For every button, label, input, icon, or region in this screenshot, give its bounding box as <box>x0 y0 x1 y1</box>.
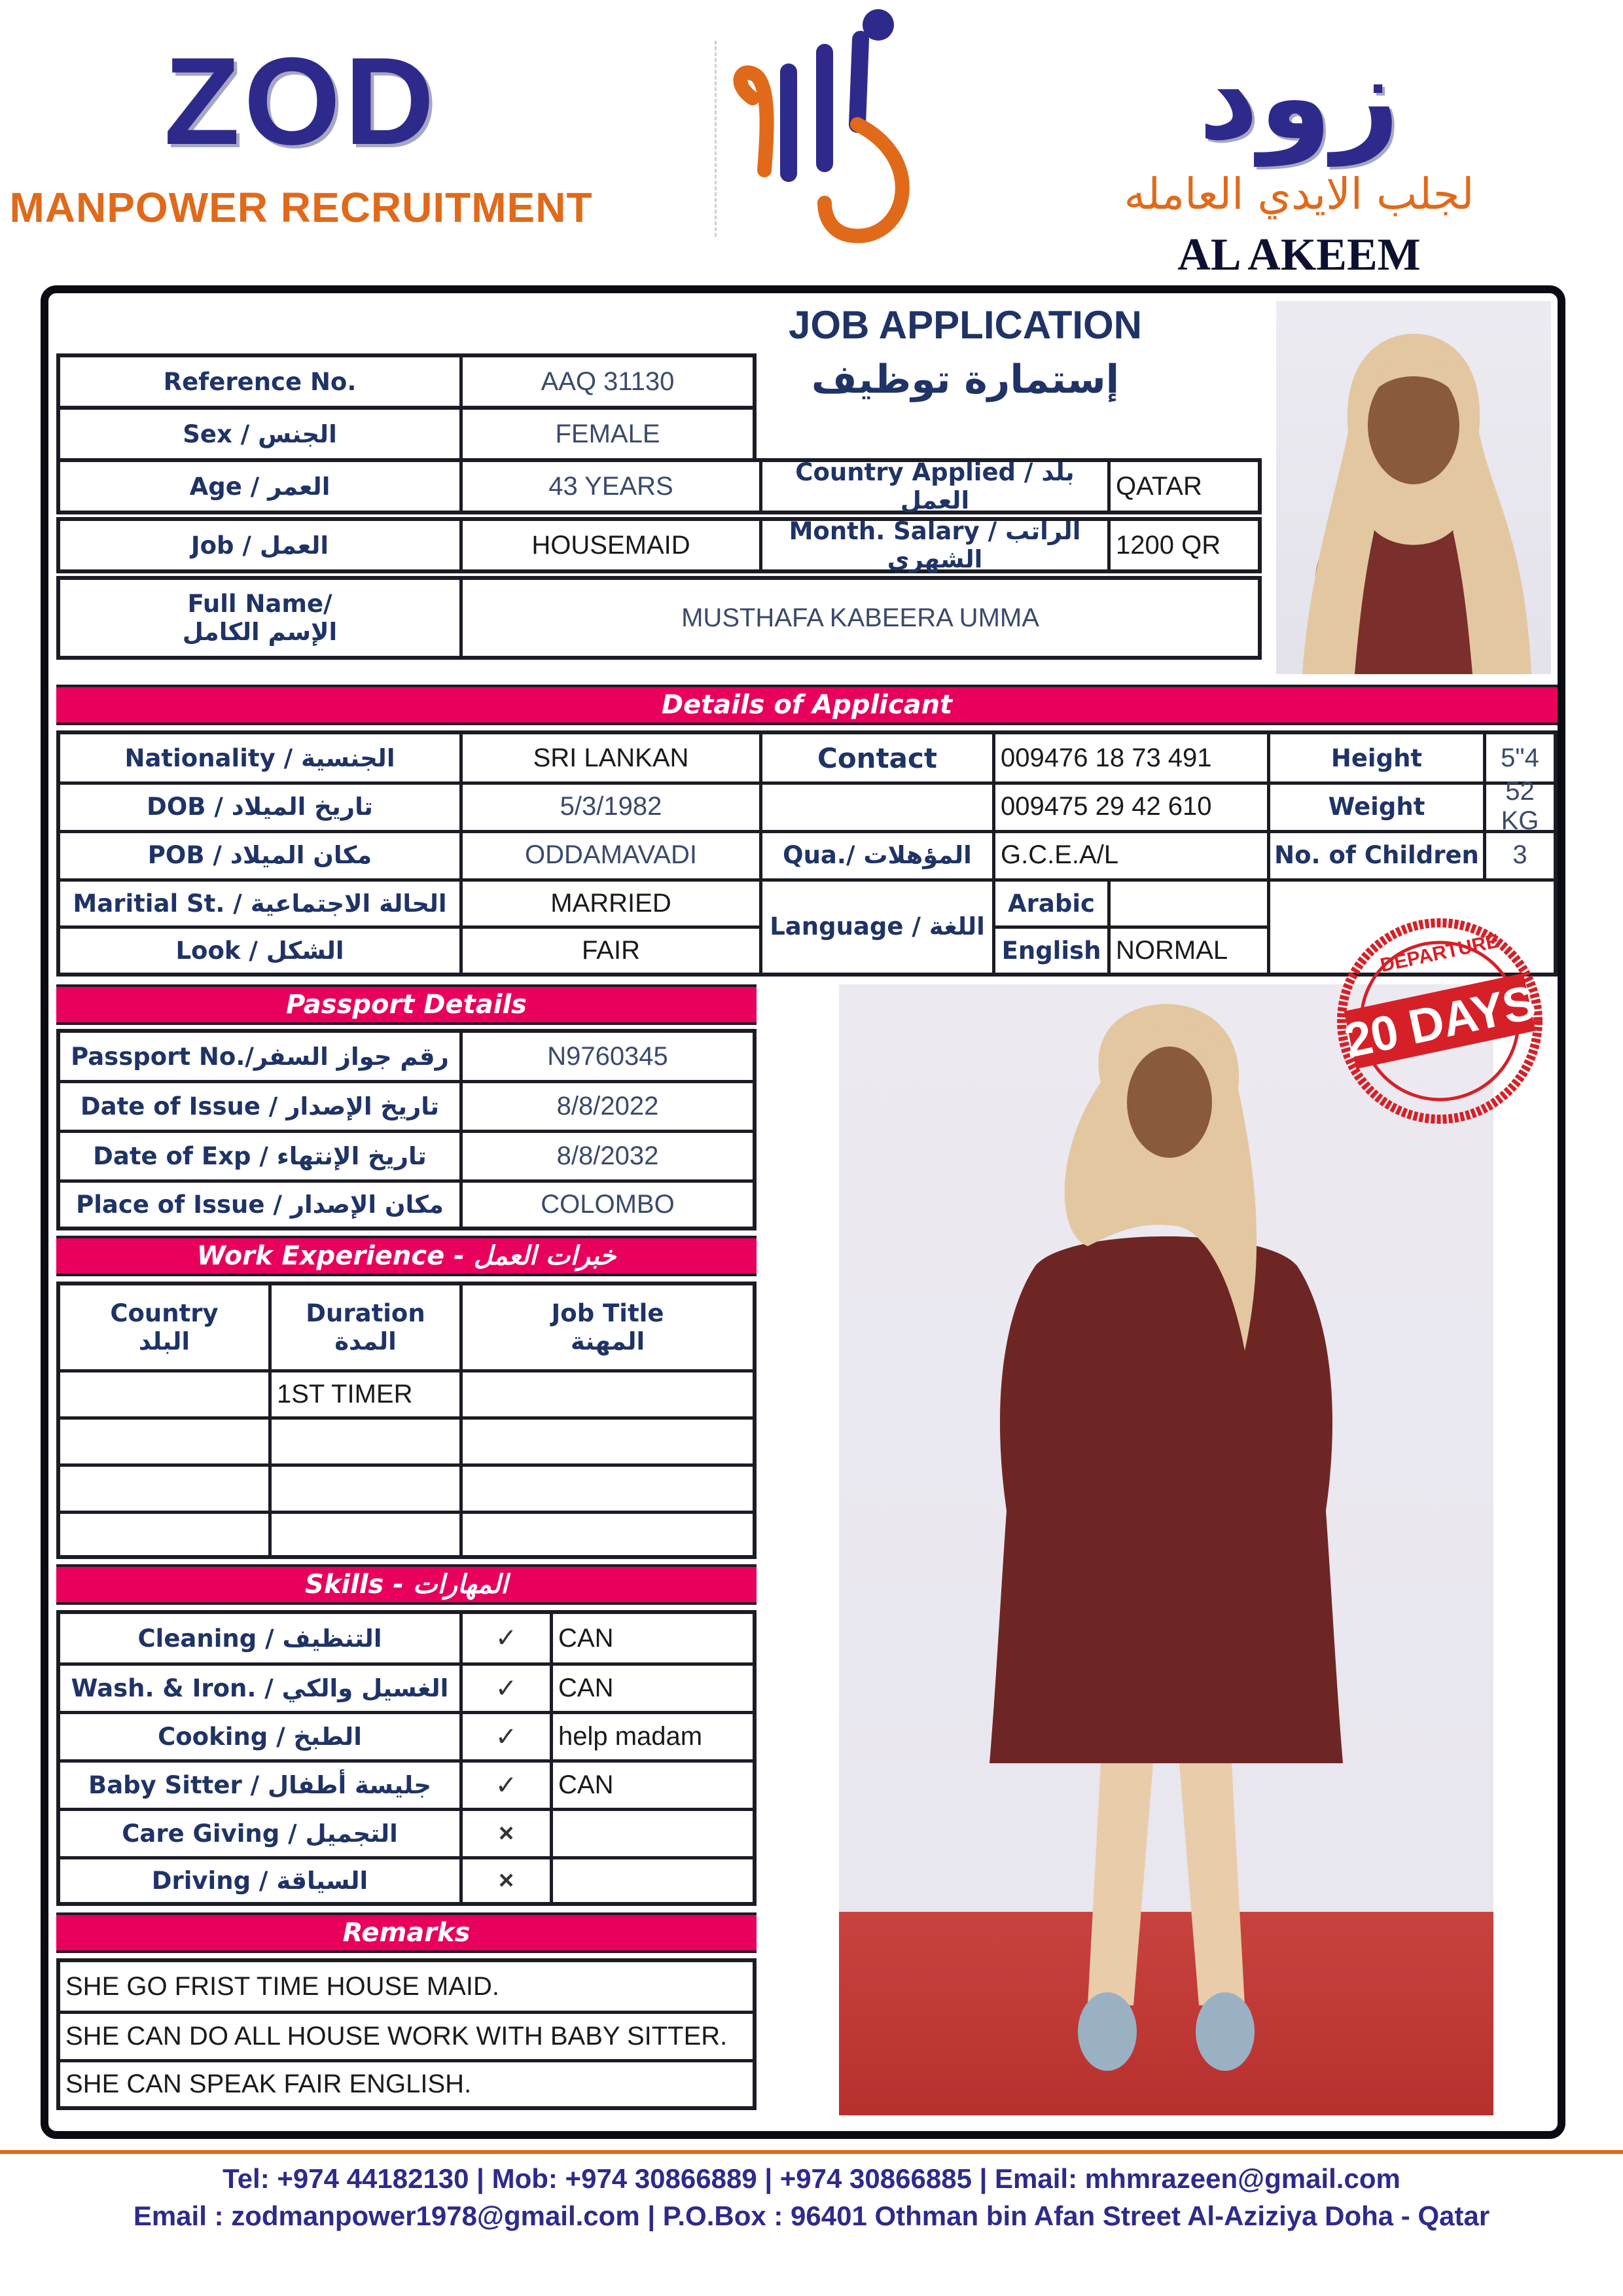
remark-line: SHE CAN SPEAK FAIR ENGLISH. <box>60 2059 753 2106</box>
brand-block-ar <box>1027 29 1571 219</box>
expiry-date-value: 8/8/2032 <box>459 1130 753 1179</box>
pob-label: POB / مكان الميلاد <box>147 840 372 869</box>
reference-label: Reference No. <box>163 367 357 396</box>
children-value: 3 <box>1483 831 1554 878</box>
header-divider <box>715 41 717 237</box>
col-job-header <box>459 1285 753 1369</box>
footer-address-line: Email : zodmanpower1978@gmail.com | P.O.Box : 96401 Othman bin Afan Street Al-Aziziya Doha - Qatar <box>133 2200 1490 2231</box>
look-value: FAIR <box>459 928 759 973</box>
table-row-country <box>60 1511 268 1555</box>
contact-number-2: 009475 29 42 610 <box>992 783 1267 830</box>
details-heading: Details of Applicant <box>56 685 1558 725</box>
table-row-duration <box>268 1463 459 1511</box>
table-row-duration <box>268 1416 459 1463</box>
table-row-job <box>459 1369 753 1416</box>
applicant-portrait <box>1276 301 1551 674</box>
skill-label: Cleaning / التنظيف <box>137 1624 382 1653</box>
remarks-heading: Remarks <box>56 1912 757 1953</box>
table-row-country <box>60 1463 268 1511</box>
skill-note: help madam <box>550 1711 753 1759</box>
col-job-ar: المهنة <box>570 1327 645 1355</box>
col-country-ar: البلد <box>138 1327 190 1355</box>
weight-label: Weight <box>1267 783 1483 830</box>
table-row-duration <box>268 1511 459 1555</box>
brand-tagline: MANPOWER RECRUITMENT <box>9 184 593 231</box>
dob-value: 5/3/1982 <box>459 783 759 830</box>
brand-sub-name: AL AKEEM <box>1177 230 1421 280</box>
skills-table <box>56 1610 757 1906</box>
height-value: 5"4 <box>1483 734 1554 781</box>
table-row-country <box>60 1369 268 1416</box>
work-experience-table <box>56 1282 757 1559</box>
cross-icon: × <box>459 1856 550 1902</box>
col-job-en: Job Title <box>551 1299 664 1327</box>
expiry-date-label: Date of Exp / تاريخ الإنتهاء <box>60 1130 459 1179</box>
qualification-label: Qua./ المؤهلات <box>759 831 992 878</box>
skill-note <box>550 1856 753 1902</box>
table-row-job <box>459 1511 753 1555</box>
nationality-label: Nationality / الجنسية <box>124 744 395 772</box>
passport-table <box>56 1029 757 1230</box>
col-duration-ar: المدة <box>334 1327 397 1355</box>
fullname-label <box>60 580 459 656</box>
check-icon: ✓ <box>459 1662 550 1711</box>
english-value: NORMAL <box>1107 928 1267 973</box>
company-logo-icon <box>726 7 923 262</box>
table-row-duration: 1ST TIMER <box>268 1369 459 1416</box>
remarks-table <box>56 1958 757 2110</box>
fullname-label-en: Full Name/ <box>187 590 332 618</box>
col-duration-header <box>268 1285 459 1369</box>
check-icon: ✓ <box>459 1614 550 1662</box>
english-label: English <box>992 928 1107 973</box>
table-row-job <box>459 1416 753 1463</box>
remark-line: SHE GO FRIST TIME HOUSE MAID. <box>65 1971 500 2001</box>
table-row-job <box>459 1463 753 1511</box>
height-label: Height <box>1267 734 1483 781</box>
row-fullname <box>56 576 1262 660</box>
arabic-value <box>1107 880 1267 927</box>
issue-place-label: Place of Issue / مكان الإصدار <box>60 1179 459 1227</box>
skill-note: CAN <box>550 1614 753 1662</box>
brand-name: ZOD <box>164 32 438 171</box>
arabic-label: Arabic <box>992 880 1107 927</box>
qualification-value: G.C.E.A/L <box>992 831 1267 878</box>
applicant-full-photo <box>839 984 1493 2115</box>
col-duration-en: Duration <box>306 1299 425 1327</box>
contact-label: Contact <box>759 734 992 781</box>
skill-label: Wash. & Iron. / الغسيل والكي <box>60 1662 459 1711</box>
country-applied-label: Country Applied / بلد العمل <box>759 462 1107 511</box>
row-reference <box>56 353 757 410</box>
remark-line: SHE CAN DO ALL HOUSE WORK WITH BABY SITTER. <box>60 2011 753 2059</box>
marital-value: MARRIED <box>459 880 759 927</box>
footer-divider <box>0 2150 1623 2154</box>
skill-label: Driving / السياقة <box>60 1856 459 1902</box>
look-label: Look / الشكل <box>175 936 344 965</box>
skill-label: Cooking / الطبخ <box>60 1711 459 1759</box>
weight-value: 52 KG <box>1483 783 1554 830</box>
skills-heading: Skills - المهارات <box>56 1564 757 1605</box>
col-country-header <box>60 1285 268 1369</box>
fullname-label-ar: الإسم الكامل <box>182 618 338 646</box>
salary-value: 1200 QR <box>1107 521 1258 569</box>
stamp-text-layer <box>1329 910 1551 1132</box>
full-photo-image-icon <box>839 984 1493 2115</box>
row-sex <box>56 406 757 462</box>
table-row-country <box>60 1416 268 1463</box>
row-age <box>56 458 1262 514</box>
issue-date-value: 8/8/2022 <box>459 1080 753 1130</box>
stamp-top-text: DEPARTURE <box>1378 930 1501 977</box>
col-country-en: Country <box>110 1299 219 1327</box>
portrait-image-icon <box>1276 301 1551 674</box>
skill-note: CAN <box>550 1662 753 1711</box>
age-label: Age / العمر <box>189 472 330 501</box>
skill-note: CAN <box>550 1759 753 1808</box>
sex-value: FEMALE <box>459 410 753 458</box>
dob-label: DOB / تاريخ الميلاد <box>147 792 373 821</box>
job-label: Job / العمل <box>190 531 329 560</box>
issue-date-label: Date of Issue / تاريخ الإصدار <box>60 1080 459 1130</box>
job-value: HOUSEMAID <box>459 521 759 569</box>
marital-label: Maritial St. / الحالة الاجتماعية <box>73 889 447 918</box>
check-icon: ✓ <box>459 1711 550 1759</box>
brand-tagline-ar: لجلب الايدي العامله <box>1124 169 1474 219</box>
language-label: Language / اللغة <box>759 880 992 973</box>
issue-place-value: COLOMBO <box>459 1179 753 1227</box>
country-applied-value: QATAR <box>1107 462 1258 511</box>
contact-number-1: 009476 18 73 491 <box>992 734 1267 781</box>
form-title-ar: إستمارة توظيف <box>811 357 1120 403</box>
reference-value: AAQ 31130 <box>459 357 753 406</box>
skill-note <box>550 1808 753 1856</box>
cross-icon: × <box>459 1808 550 1856</box>
row-job <box>56 517 1262 573</box>
salary-label: Month. Salary / الراتب الشهري <box>759 521 1107 569</box>
check-icon: ✓ <box>459 1759 550 1808</box>
work-experience-heading: Work Experience - خبرات العمل <box>56 1236 757 1276</box>
fullname-value: MUSTHAFA KABEERA UMMA <box>459 580 1258 656</box>
brand-block-en <box>0 32 602 232</box>
pob-value: ODDAMAVADI <box>459 831 759 878</box>
age-value: 43 YEARS <box>459 462 759 511</box>
form-title: JOB APPLICATION <box>788 303 1143 347</box>
skill-label: Baby Sitter / جليسة أطفال <box>60 1759 459 1808</box>
footer-contact-line: Tel: +974 44182130 | Mob: +974 30866889 | +974 30866885 | Email: mhmrazeen@gmail.com <box>223 2163 1400 2194</box>
stamp-main-text: 20 DAYS <box>1340 975 1540 1068</box>
passport-number-value: N9760345 <box>459 1033 753 1080</box>
empty-cell <box>759 783 992 830</box>
nationality-value: SRI LANKAN <box>459 734 759 781</box>
passport-heading: Passport Details <box>56 984 757 1025</box>
children-label: No. of Children <box>1267 831 1483 878</box>
passport-number-label: Passport No./رقم جواز السفر <box>71 1042 449 1071</box>
sex-label: Sex / الجنس <box>183 420 337 448</box>
brand-name-ar: زود <box>1198 29 1400 166</box>
skill-label: Care Giving / التجميل <box>60 1808 459 1856</box>
